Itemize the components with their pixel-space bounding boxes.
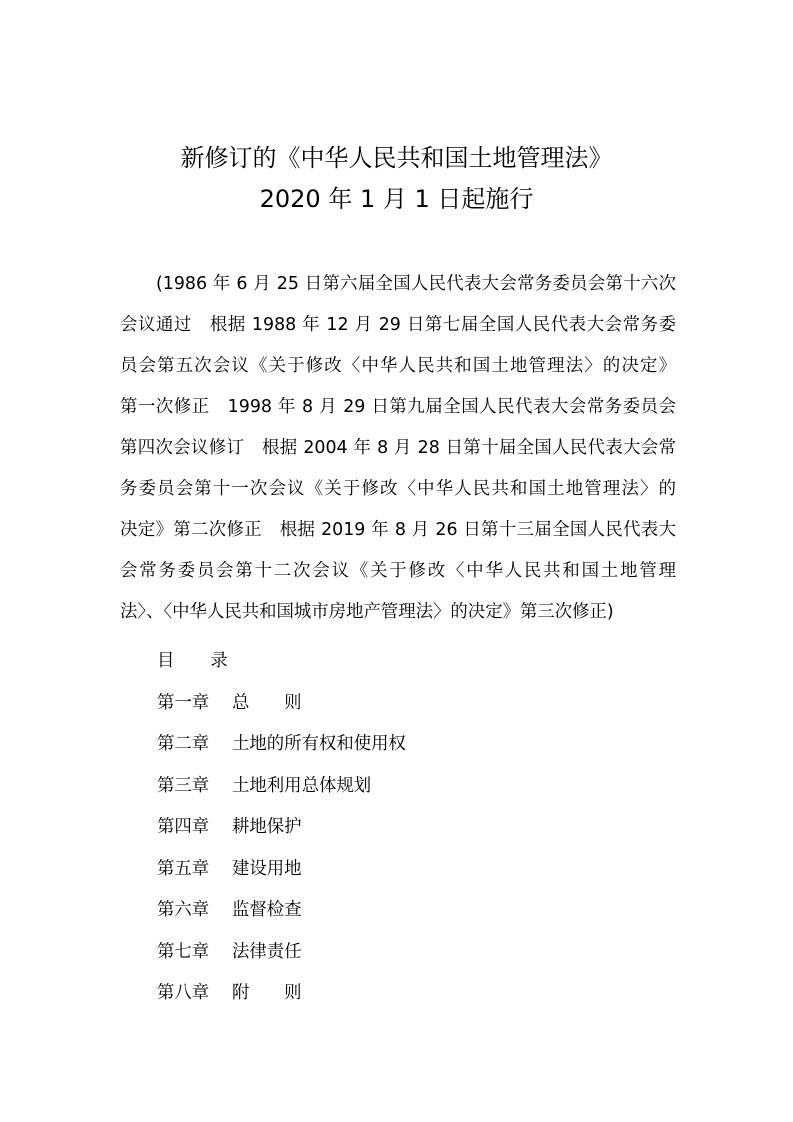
preamble-line: 员会第五次会议《关于修改〈中华人民共和国土地管理法〉的决定》 [120, 356, 676, 376]
preamble-line: 第四次会议修订 根据 2004 年 8 月 28 日第十届全国人民代表大会常 [120, 438, 676, 458]
chapter-number: 第七章 [157, 941, 210, 962]
toc-heading-left: 目 [157, 651, 175, 671]
chapter-title: 附 则 [232, 983, 302, 1003]
chapter-number: 第八章 [157, 983, 210, 1003]
toc-entry-chapter-6 [157, 896, 406, 938]
toc-entry-chapter-8 [157, 979, 406, 1021]
toc-heading [157, 647, 406, 689]
chapter-title: 土地的所有权和使用权 [232, 734, 406, 754]
preamble-line: 会常务委员会第十二次会议《关于修改〈中华人民共和国土地管理 [120, 561, 676, 581]
chapter-title: 土地利用总体规划 [232, 775, 372, 796]
toc-entry-chapter-3 [157, 772, 406, 814]
preamble-line: 法〉、〈中华人民共和国城市房地产管理法〉的决定》第三次修正) [120, 602, 614, 622]
chapter-number: 第三章 [157, 775, 210, 796]
chapter-title: 耕地保护 [232, 817, 302, 837]
toc-entry-chapter-5 [157, 855, 406, 897]
toc-entry-chapter-7 [157, 938, 406, 980]
chapter-title: 监督检查 [232, 900, 302, 920]
legislative-history-paragraph [120, 268, 676, 637]
chapter-number: 第六章 [157, 900, 210, 920]
chapter-title: 法律责任 [232, 941, 302, 962]
chapter-number: 第二章 [157, 734, 210, 754]
toc-entry-chapter-1 [157, 689, 406, 731]
preamble-line: 第一次修正 1998 年 8 月 29 日第九届全国人民代表大会常务委员会 [120, 397, 676, 417]
toc-entry-chapter-4 [157, 813, 406, 855]
chapter-number: 第五章 [157, 858, 210, 879]
document-title: 新修订的《中华人民共和国土地管理法》 [180, 144, 613, 172]
preamble-line: 决定》第二次修正 根据 2019 年 8 月 26 日第十三届全国人民代表大 [120, 520, 676, 540]
chapter-number: 第四章 [157, 817, 210, 837]
table-of-contents [157, 647, 406, 1021]
chapter-number: 第一章 [157, 692, 210, 713]
toc-entry-chapter-2 [157, 730, 406, 772]
preamble-line: (1986 年 6 月 25 日第六届全国人民代表大会常务委员会第十六次 [156, 274, 676, 294]
chapter-title: 总 则 [232, 692, 302, 713]
chapter-title: 建设用地 [232, 858, 302, 879]
effective-date-subtitle: 2020 年 1 月 1 日起施行 [259, 185, 534, 213]
preamble-line: 会议通过 根据 1988 年 12 月 29 日第七届全国人民代表大会常务委 [120, 315, 676, 335]
toc-heading-right: 录 [210, 651, 228, 671]
preamble-line: 务委员会第十一次会议《关于修改〈中华人民共和国土地管理法〉的 [120, 479, 676, 499]
